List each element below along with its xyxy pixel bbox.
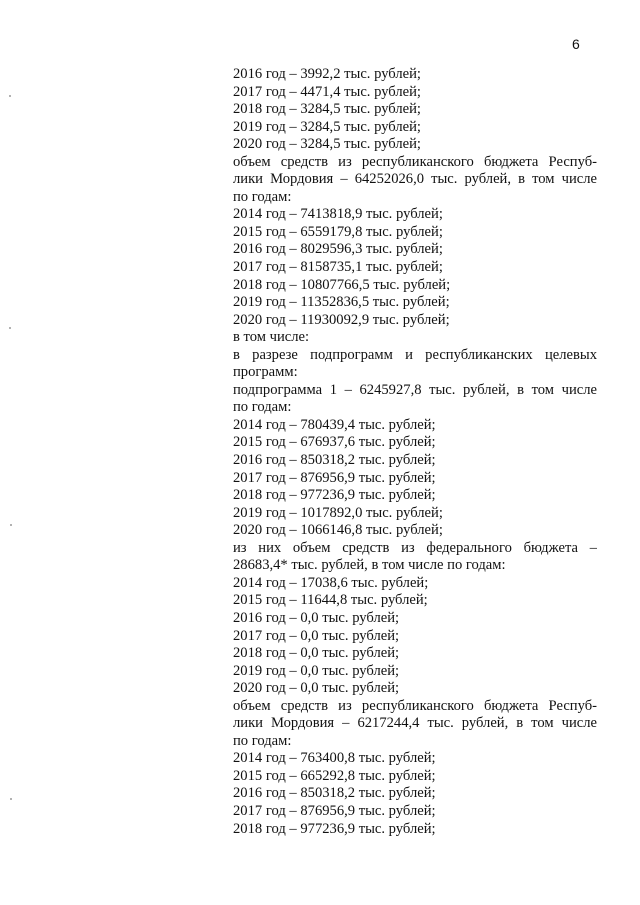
text-line: объем средств из республиканского бюджета Респуб- [233, 153, 597, 170]
text-line: 2019 год – 0,0 тыс. рублей; [233, 662, 400, 679]
scan-speck [9, 95, 11, 97]
text-line: 2015 год – 11644,8 тыс. рублей; [233, 592, 428, 609]
text-line: 2020 год – 1066146,8 тыс. рублей; [233, 522, 443, 539]
text-line: 2017 год – 0,0 тыс. рублей; [233, 627, 400, 644]
text-line: 2017 год – 4471,4 тыс. рублей; [233, 83, 421, 100]
text-line: 2015 год – 665292,8 тыс. рублей; [233, 767, 436, 784]
text-line: 2015 год – 6559179,8 тыс. рублей; [233, 223, 443, 240]
text-line: 2020 год – 0,0 тыс. рублей; [233, 680, 400, 697]
text-line: 2018 год – 0,0 тыс. рублей; [233, 645, 400, 662]
text-line: 2018 год – 977236,9 тыс. рублей; [233, 820, 436, 837]
text-line: 2014 год – 780439,4 тыс. рублей; [233, 416, 436, 433]
scan-speck [10, 524, 12, 526]
text-line: объем средств из республиканского бюджета Респуб- [233, 697, 597, 714]
text-line: в том числе: [233, 329, 310, 346]
text-line: 2017 год – 876956,9 тыс. рублей; [233, 802, 436, 819]
text-line: по годам: [233, 732, 292, 749]
text-line: 2018 год – 10807766,5 тыс. рублей; [233, 276, 451, 293]
text-line: лики Мордовия – 64252026,0 тыс. рублей, в том числе [233, 171, 597, 188]
text-line: 2016 год – 0,0 тыс. рублей; [233, 609, 400, 626]
scan-speck [10, 798, 12, 800]
text-line: 2017 год – 876956,9 тыс. рублей; [233, 469, 436, 486]
text-line: по годам: [233, 188, 292, 205]
text-line: 2019 год – 1017892,0 тыс. рублей; [233, 504, 443, 521]
page-number: 6 [572, 36, 580, 52]
text-line: 2018 год – 3284,5 тыс. рублей; [233, 101, 421, 118]
text-line: 2018 год – 977236,9 тыс. рублей; [233, 487, 436, 504]
text-line: 2016 год – 3992,2 тыс. рублей; [233, 66, 421, 82]
text-line: 2017 год – 8158735,1 тыс. рублей; [233, 259, 443, 276]
text-line: 2016 год – 850318,2 тыс. рублей; [233, 785, 436, 802]
text-line: 2019 год – 11352836,5 тыс. рублей; [233, 294, 450, 311]
text-line: 2016 год – 850318,2 тыс. рублей; [233, 452, 436, 469]
text-line: 2019 год – 3284,5 тыс. рублей; [233, 118, 421, 135]
text-line: 2014 год – 7413818,9 тыс. рублей; [233, 206, 443, 223]
text-line: из них объем средств из федерального бюджета – [233, 539, 597, 556]
document-body [233, 66, 597, 838]
text-line: 2016 год – 8029596,3 тыс. рублей; [233, 241, 443, 258]
text-line: подпрограмма 1 – 6245927,8 тыс. рублей, в том числе [233, 381, 597, 398]
text-line: 2014 год – 17038,6 тыс. рублей; [233, 574, 429, 591]
text-line: 2020 год – 11930092,9 тыс. рублей; [233, 311, 450, 328]
text-line: программ: [233, 364, 298, 381]
text-line: 2015 год – 676937,6 тыс. рублей; [233, 434, 436, 451]
text-line: 28683,4* тыс. рублей, в том числе по годам: [233, 557, 506, 574]
text-line: лики Мордовия – 6217244,4 тыс. рублей, в том числе [233, 715, 597, 732]
text-line: по годам: [233, 399, 292, 416]
text-line: 2020 год – 3284,5 тыс. рублей; [233, 136, 421, 153]
scan-speck [9, 327, 11, 329]
text-line: 2014 год – 763400,8 тыс. рублей; [233, 750, 436, 767]
text-line: в разрезе подпрограмм и республиканских целевых [233, 346, 597, 363]
